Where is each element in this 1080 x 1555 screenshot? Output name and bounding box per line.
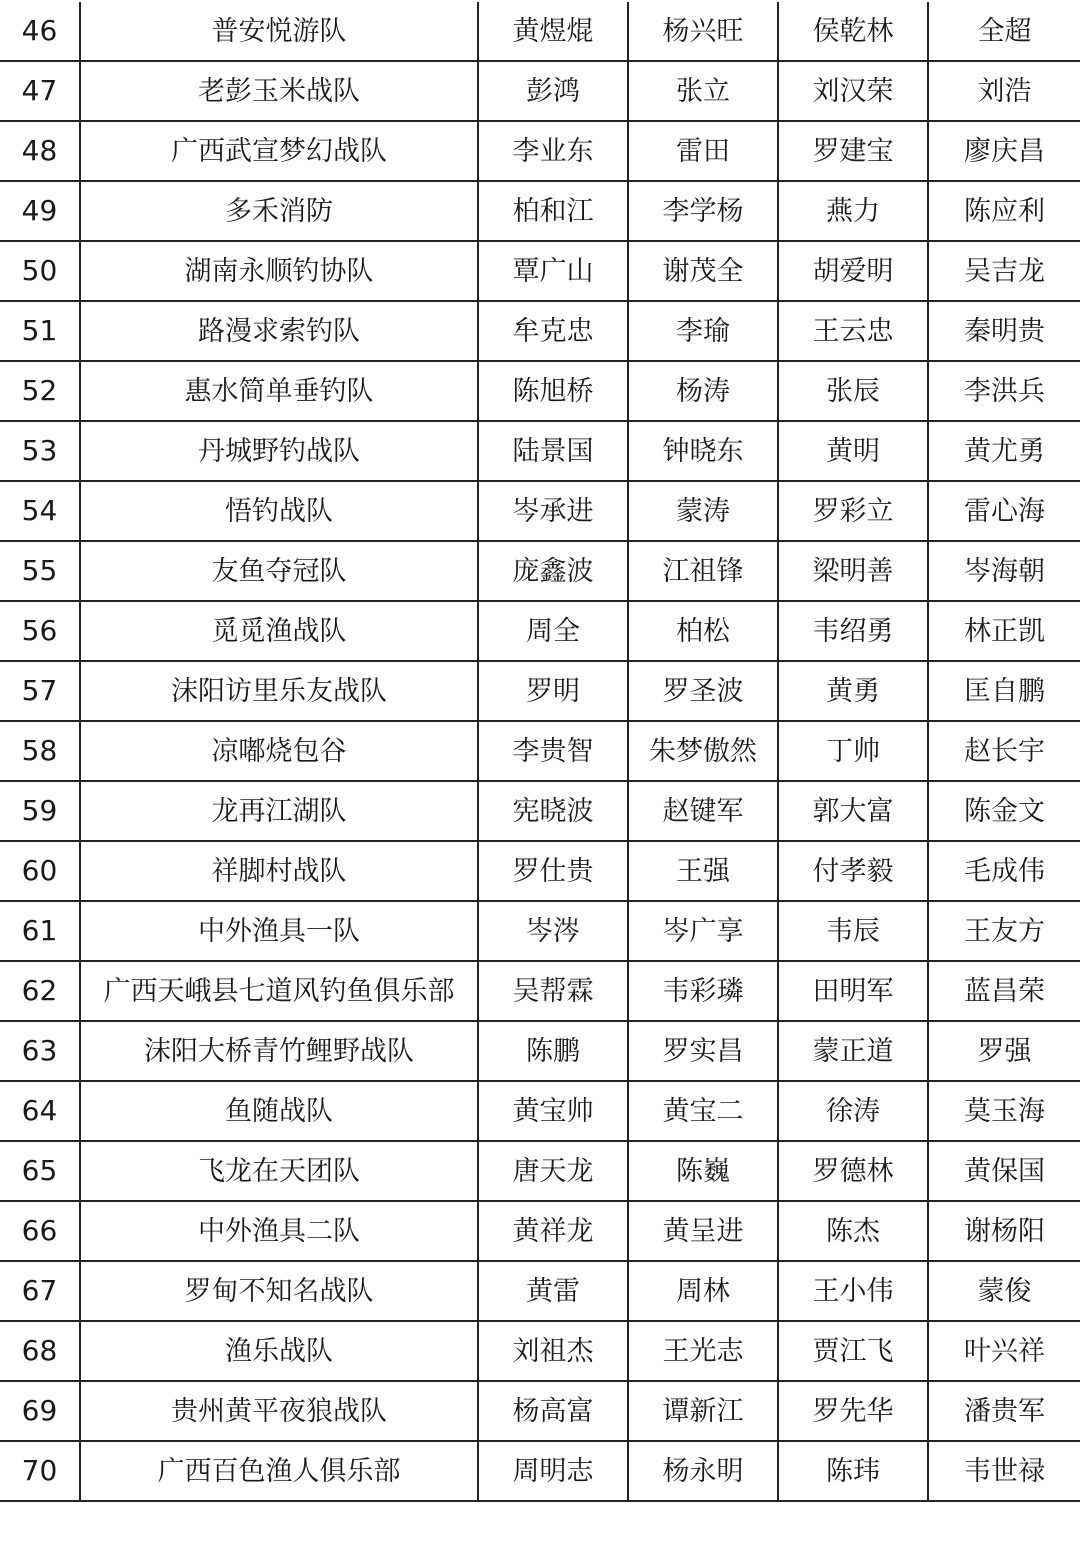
member-4-cell: 吴吉龙 — [928, 241, 1080, 301]
team-name-cell: 丹城野钓战队 — [80, 421, 478, 481]
team-name-cell: 贵州黄平夜狼战队 — [80, 1381, 478, 1441]
team-number-cell: 60 — [0, 841, 80, 901]
member-2-cell: 黄宝二 — [628, 1081, 778, 1141]
table-row — [0, 721, 1080, 781]
member-4-cell: 黄保国 — [928, 1141, 1080, 1201]
team-name-cell: 路漫求索钓队 — [80, 301, 478, 361]
member-1-cell: 罗明 — [478, 661, 628, 721]
member-3-cell: 贾江飞 — [778, 1321, 928, 1381]
team-number-cell: 53 — [0, 421, 80, 481]
member-4-cell: 秦明贵 — [928, 301, 1080, 361]
table-row — [0, 241, 1080, 301]
member-1-cell: 罗仕贵 — [478, 841, 628, 901]
member-1-cell: 岑涔 — [478, 901, 628, 961]
member-1-cell: 彭鸿 — [478, 61, 628, 121]
member-4-cell: 岑海朝 — [928, 541, 1080, 601]
member-3-cell: 田明军 — [778, 961, 928, 1021]
member-1-cell: 陈旭桥 — [478, 361, 628, 421]
member-3-cell: 付孝毅 — [778, 841, 928, 901]
team-name-cell: 中外渔具一队 — [80, 901, 478, 961]
table-row — [0, 421, 1080, 481]
team-number-cell: 55 — [0, 541, 80, 601]
member-2-cell: 罗圣波 — [628, 661, 778, 721]
table-row — [0, 901, 1080, 961]
member-1-cell: 陆景国 — [478, 421, 628, 481]
member-4-cell: 谢杨阳 — [928, 1201, 1080, 1261]
member-1-cell: 李贵智 — [478, 721, 628, 781]
team-number-cell: 70 — [0, 1441, 80, 1501]
member-1-cell: 黄煜焜 — [478, 2, 628, 61]
team-number-cell: 68 — [0, 1321, 80, 1381]
member-2-cell: 陈巍 — [628, 1141, 778, 1201]
member-3-cell: 梁明善 — [778, 541, 928, 601]
member-4-cell: 刘浩 — [928, 61, 1080, 121]
team-name-cell: 多禾消防 — [80, 181, 478, 241]
member-2-cell: 雷田 — [628, 121, 778, 181]
member-1-cell: 杨高富 — [478, 1381, 628, 1441]
member-3-cell: 韦绍勇 — [778, 601, 928, 661]
member-2-cell: 李瑜 — [628, 301, 778, 361]
team-number-cell: 46 — [0, 2, 80, 61]
roster-body — [0, 2, 1080, 1501]
member-2-cell: 王强 — [628, 841, 778, 901]
team-name-cell: 惠水简单垂钓队 — [80, 361, 478, 421]
table-row — [0, 601, 1080, 661]
table-row — [0, 1081, 1080, 1141]
member-2-cell: 杨永明 — [628, 1441, 778, 1501]
member-1-cell: 柏和江 — [478, 181, 628, 241]
member-3-cell: 胡爱明 — [778, 241, 928, 301]
team-name-cell: 老彭玉米战队 — [80, 61, 478, 121]
member-2-cell: 蒙涛 — [628, 481, 778, 541]
member-1-cell: 庞鑫波 — [478, 541, 628, 601]
member-3-cell: 蒙正道 — [778, 1021, 928, 1081]
table-row — [0, 1441, 1080, 1501]
member-2-cell: 朱梦傲然 — [628, 721, 778, 781]
member-4-cell: 韦世禄 — [928, 1441, 1080, 1501]
team-number-cell: 50 — [0, 241, 80, 301]
team-name-cell: 渔乐战队 — [80, 1321, 478, 1381]
member-3-cell: 郭大富 — [778, 781, 928, 841]
member-2-cell: 黄呈进 — [628, 1201, 778, 1261]
member-2-cell: 赵键军 — [628, 781, 778, 841]
table-row — [0, 661, 1080, 721]
team-roster-table — [0, 2, 1080, 1502]
member-2-cell: 谢茂全 — [628, 241, 778, 301]
member-3-cell: 燕力 — [778, 181, 928, 241]
member-2-cell: 杨兴旺 — [628, 2, 778, 61]
member-1-cell: 黄雷 — [478, 1261, 628, 1321]
member-1-cell: 唐天龙 — [478, 1141, 628, 1201]
member-4-cell: 王友方 — [928, 901, 1080, 961]
member-3-cell: 罗建宝 — [778, 121, 928, 181]
team-number-cell: 62 — [0, 961, 80, 1021]
member-2-cell: 钟晓东 — [628, 421, 778, 481]
member-3-cell: 陈杰 — [778, 1201, 928, 1261]
team-name-cell: 广西天峨县七道风钓鱼俱乐部 — [80, 961, 478, 1021]
team-number-cell: 51 — [0, 301, 80, 361]
member-4-cell: 赵长宇 — [928, 721, 1080, 781]
team-name-cell: 沫阳大桥青竹鲤野战队 — [80, 1021, 478, 1081]
table-row — [0, 121, 1080, 181]
team-number-cell: 58 — [0, 721, 80, 781]
member-4-cell: 林正凯 — [928, 601, 1080, 661]
team-number-cell: 69 — [0, 1381, 80, 1441]
member-2-cell: 周林 — [628, 1261, 778, 1321]
member-4-cell: 匡自鹏 — [928, 661, 1080, 721]
table-row — [0, 961, 1080, 1021]
team-name-cell: 鱼随战队 — [80, 1081, 478, 1141]
team-name-cell: 觅觅渔战队 — [80, 601, 478, 661]
member-4-cell: 廖庆昌 — [928, 121, 1080, 181]
member-3-cell: 罗先华 — [778, 1381, 928, 1441]
team-number-cell: 47 — [0, 61, 80, 121]
member-4-cell: 黄尤勇 — [928, 421, 1080, 481]
table-row — [0, 481, 1080, 541]
table-row — [0, 1201, 1080, 1261]
team-number-cell: 66 — [0, 1201, 80, 1261]
member-3-cell: 黄勇 — [778, 661, 928, 721]
table-row — [0, 2, 1080, 61]
member-2-cell: 王光志 — [628, 1321, 778, 1381]
table-row — [0, 61, 1080, 121]
member-1-cell: 宪晓波 — [478, 781, 628, 841]
member-4-cell: 蓝昌荣 — [928, 961, 1080, 1021]
member-3-cell: 陈玮 — [778, 1441, 928, 1501]
member-2-cell: 杨涛 — [628, 361, 778, 421]
team-name-cell: 广西武宣梦幻战队 — [80, 121, 478, 181]
member-3-cell: 黄明 — [778, 421, 928, 481]
team-name-cell: 凉嘟烧包谷 — [80, 721, 478, 781]
member-1-cell: 岑承进 — [478, 481, 628, 541]
team-number-cell: 63 — [0, 1021, 80, 1081]
member-4-cell: 陈应利 — [928, 181, 1080, 241]
team-number-cell: 64 — [0, 1081, 80, 1141]
team-number-cell: 52 — [0, 361, 80, 421]
member-2-cell: 柏松 — [628, 601, 778, 661]
member-1-cell: 周全 — [478, 601, 628, 661]
team-number-cell: 54 — [0, 481, 80, 541]
member-2-cell: 罗实昌 — [628, 1021, 778, 1081]
team-number-cell: 56 — [0, 601, 80, 661]
table-row — [0, 1021, 1080, 1081]
member-3-cell: 刘汉荣 — [778, 61, 928, 121]
team-number-cell: 65 — [0, 1141, 80, 1201]
member-3-cell: 罗彩立 — [778, 481, 928, 541]
member-1-cell: 周明志 — [478, 1441, 628, 1501]
member-1-cell: 刘祖杰 — [478, 1321, 628, 1381]
table-row — [0, 841, 1080, 901]
team-name-cell: 普安悦游队 — [80, 2, 478, 61]
team-number-cell: 67 — [0, 1261, 80, 1321]
member-4-cell: 陈金文 — [928, 781, 1080, 841]
member-4-cell: 蒙俊 — [928, 1261, 1080, 1321]
team-name-cell: 友鱼夺冠队 — [80, 541, 478, 601]
member-4-cell: 叶兴祥 — [928, 1321, 1080, 1381]
table-row — [0, 361, 1080, 421]
table-row — [0, 1381, 1080, 1441]
member-3-cell: 侯乾林 — [778, 2, 928, 61]
team-name-cell: 龙再江湖队 — [80, 781, 478, 841]
member-1-cell: 李业东 — [478, 121, 628, 181]
team-number-cell: 49 — [0, 181, 80, 241]
team-name-cell: 广西百色渔人俱乐部 — [80, 1441, 478, 1501]
member-1-cell: 黄宝帅 — [478, 1081, 628, 1141]
member-2-cell: 张立 — [628, 61, 778, 121]
member-3-cell: 丁帅 — [778, 721, 928, 781]
team-number-cell: 61 — [0, 901, 80, 961]
member-4-cell: 雷心海 — [928, 481, 1080, 541]
member-1-cell: 陈鹏 — [478, 1021, 628, 1081]
member-1-cell: 黄祥龙 — [478, 1201, 628, 1261]
member-3-cell: 徐涛 — [778, 1081, 928, 1141]
member-3-cell: 韦辰 — [778, 901, 928, 961]
member-3-cell: 罗德林 — [778, 1141, 928, 1201]
member-2-cell: 谭新江 — [628, 1381, 778, 1441]
member-4-cell: 莫玉海 — [928, 1081, 1080, 1141]
table-row — [0, 1321, 1080, 1381]
member-4-cell: 全超 — [928, 2, 1080, 61]
team-number-cell: 48 — [0, 121, 80, 181]
table-row — [0, 1261, 1080, 1321]
member-1-cell: 覃广山 — [478, 241, 628, 301]
table-row — [0, 301, 1080, 361]
team-name-cell: 中外渔具二队 — [80, 1201, 478, 1261]
member-2-cell: 岑广享 — [628, 901, 778, 961]
team-name-cell: 飞龙在天团队 — [80, 1141, 478, 1201]
member-4-cell: 李洪兵 — [928, 361, 1080, 421]
table-row — [0, 541, 1080, 601]
member-2-cell: 韦彩璘 — [628, 961, 778, 1021]
table-row — [0, 1141, 1080, 1201]
member-4-cell: 潘贵军 — [928, 1381, 1080, 1441]
table-row — [0, 181, 1080, 241]
member-4-cell: 罗强 — [928, 1021, 1080, 1081]
table-row — [0, 781, 1080, 841]
team-number-cell: 59 — [0, 781, 80, 841]
team-name-cell: 祥脚村战队 — [80, 841, 478, 901]
team-name-cell: 湖南永顺钓协队 — [80, 241, 478, 301]
member-1-cell: 吴帮霖 — [478, 961, 628, 1021]
team-name-cell: 罗甸不知名战队 — [80, 1261, 478, 1321]
member-3-cell: 王云忠 — [778, 301, 928, 361]
member-2-cell: 江祖锋 — [628, 541, 778, 601]
team-name-cell: 沫阳访里乐友战队 — [80, 661, 478, 721]
team-number-cell: 57 — [0, 661, 80, 721]
member-2-cell: 李学杨 — [628, 181, 778, 241]
member-3-cell: 张辰 — [778, 361, 928, 421]
member-4-cell: 毛成伟 — [928, 841, 1080, 901]
team-name-cell: 悟钓战队 — [80, 481, 478, 541]
member-3-cell: 王小伟 — [778, 1261, 928, 1321]
member-1-cell: 牟克忠 — [478, 301, 628, 361]
